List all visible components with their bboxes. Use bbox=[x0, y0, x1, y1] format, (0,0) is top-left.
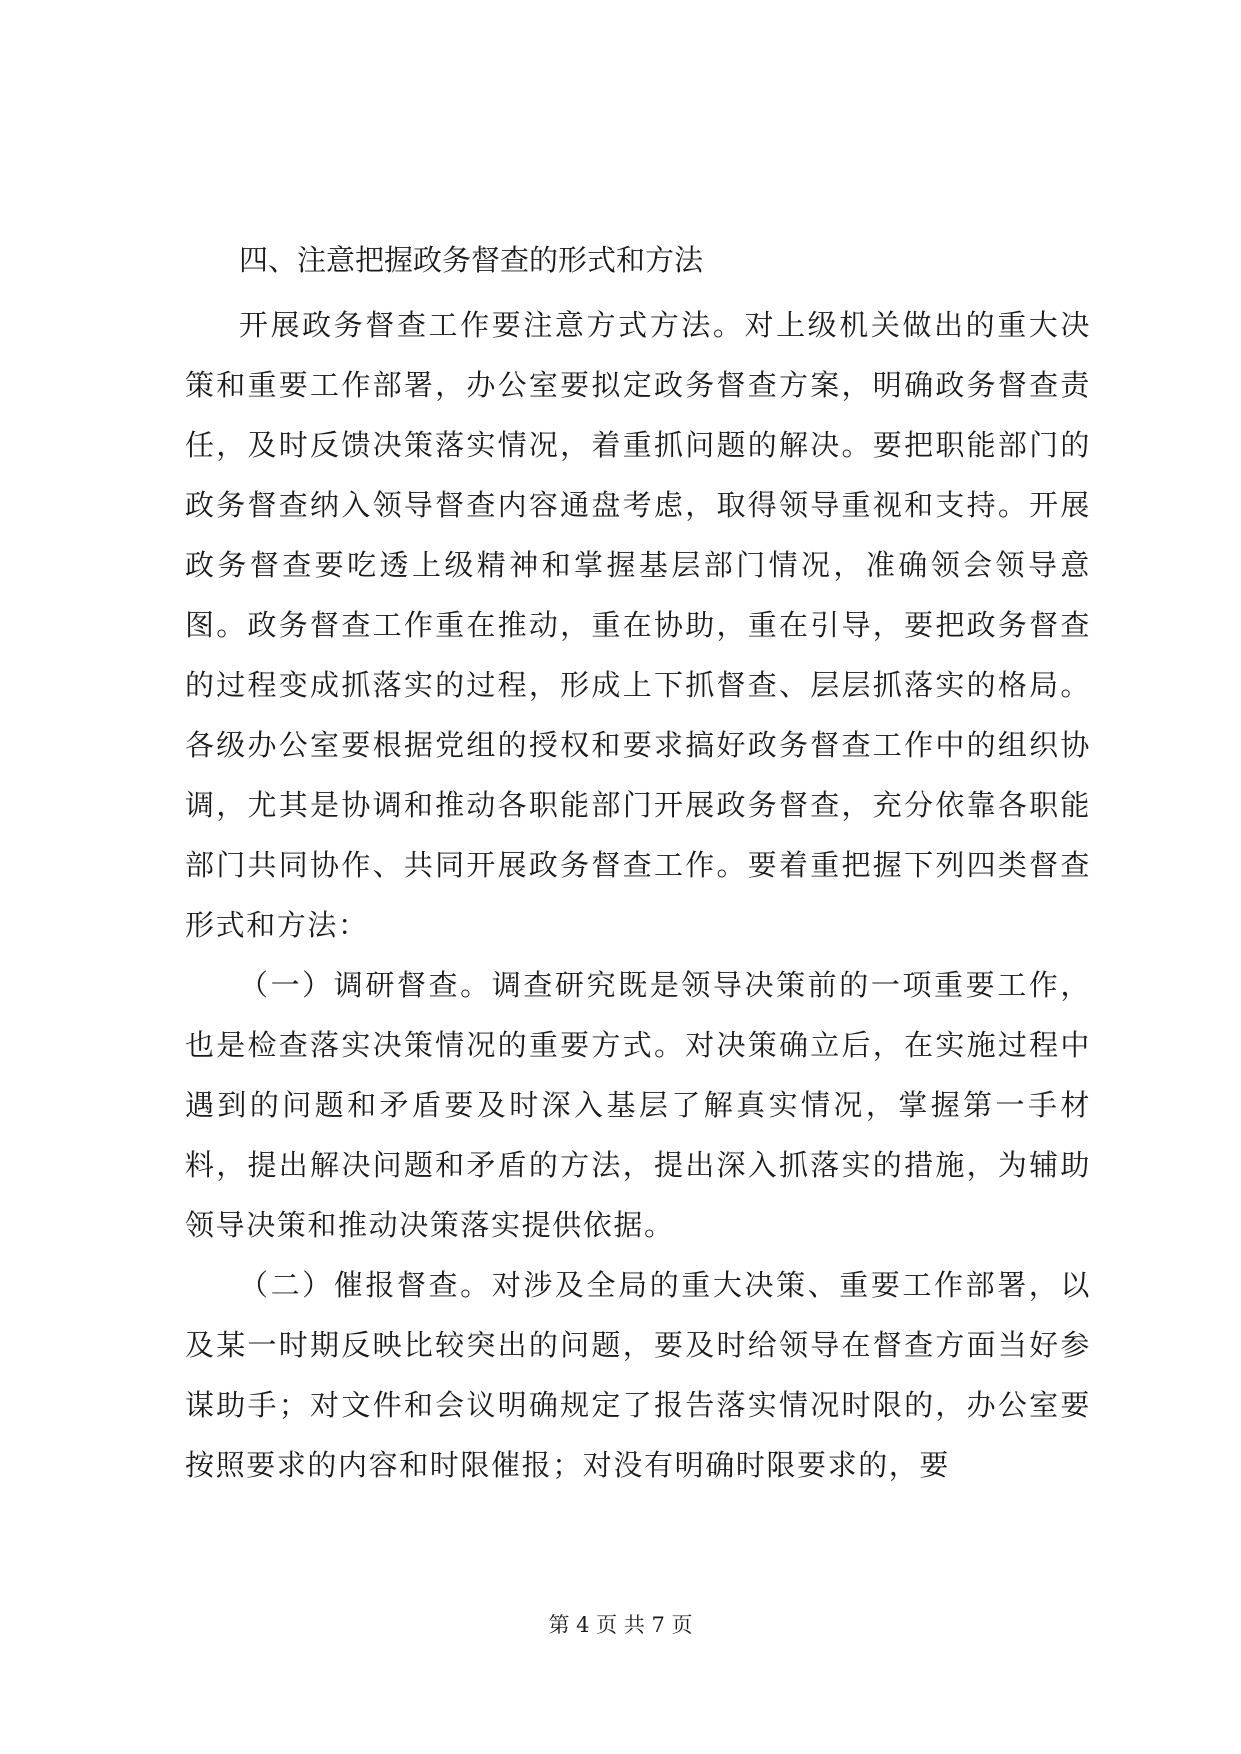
paragraph-research-supervision: （一）调研督查。调查研究既是领导决策前的一项重要工作，也是检查落实决策情况的重要方式。对决策确立后，在实施过程中遇到的问题和矛盾要及时深入基层了解真实情况，掌握第一手材料，提出解决问题和矛盾的方法，提出深入抓落实的措施，为辅助领导决策和推动决策落实提供依据。 bbox=[185, 968, 1091, 1242]
page-number-footer: 第 4 页 共 7 页 bbox=[548, 1613, 693, 1637]
document-body bbox=[185, 225, 1091, 1495]
paragraph-intro: 开展政务督查工作要注意方式方法。对上级机关做出的重大决策和重要工作部署，办公室要拟定政务督查方案，明确政务督查责任，及时反馈决策落实情况，着重抓问题的解决。要把职能部门的政务督查纳入领导督查内容通盘考虑，取得领导重视和支持。开展政务督查要吃透上级精神和掌握基层部门情况，准确领会领导意图。政务督查工作重在推动，重在协助，重在引导，要把政务督查的过程变成抓落实的过程，形成上下抓督查、层层抓落实的格局。各级办公室要根据党组的授权和要求搞好政务督查工作中的组织协调，尤其是协调和推动各职能部门开展政务督查，充分依靠各职能部门共同协作、共同开展政务督查工作。要着重把握下列四类督查形式和方法： bbox=[185, 308, 1091, 942]
section-heading: 四、注意把握政务督查的形式和方法 bbox=[239, 243, 704, 277]
paragraph-report-supervision: （二）催报督查。对涉及全局的重大决策、重要工作部署，以及某一时期反映比较突出的问题，要及时给领导在督查方面当好参谋助手；对文件和会议明确规定了报告落实情况时限的，办公室要按照要求的内容和时限催报；对没有明确时限要求的，要 bbox=[185, 1268, 1091, 1482]
